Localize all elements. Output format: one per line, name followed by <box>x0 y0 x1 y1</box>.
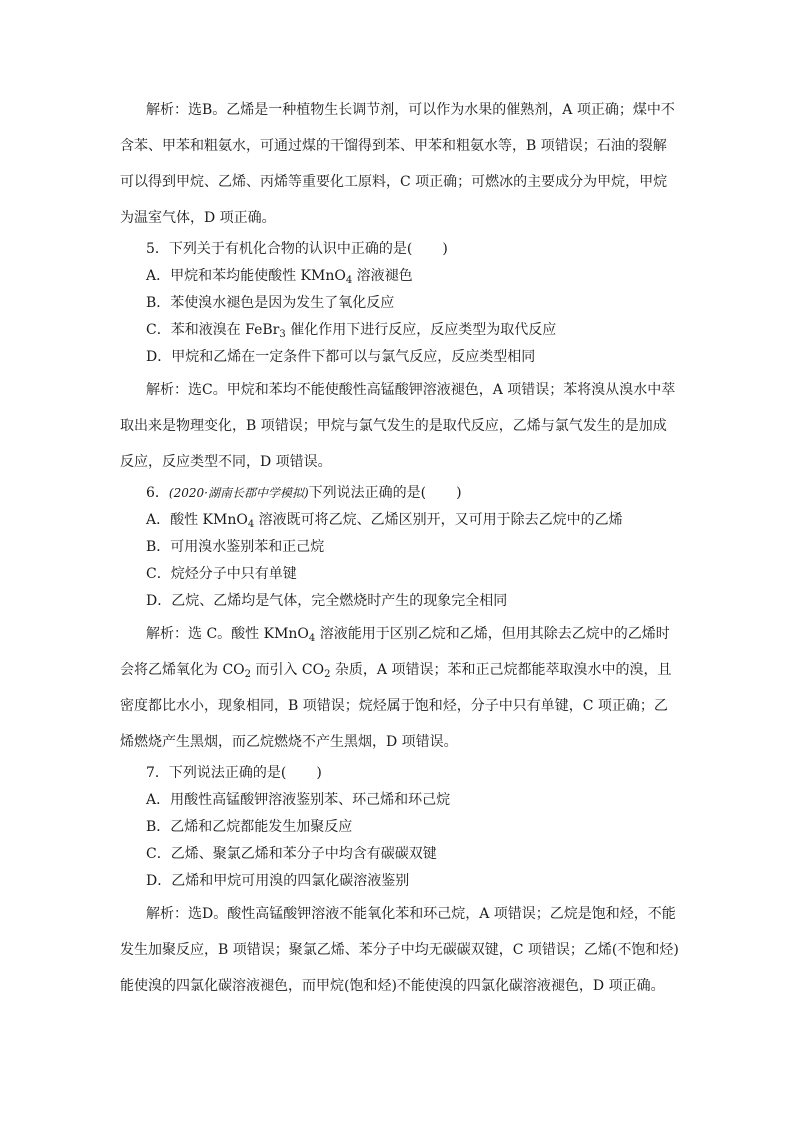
option-a: A．用酸性高锰酸钾溶液鉴别苯、环己烯和环己烷 <box>146 792 451 808</box>
question-number: 6． <box>146 485 169 501</box>
question-6 <box>120 480 680 615</box>
question-text: 下列说法正确的是( <box>308 485 427 501</box>
option-c: C．乙烯、聚氯乙烯和苯分子中均含有碳碳双键 <box>146 846 437 862</box>
question-stem: 7．下列说法正确的是( ) <box>146 765 322 781</box>
explanation-text: 解析：选C。甲烷和苯均不能使酸性高锰酸钾溶液褪色，A 项错误；苯将溴从溴水中萃取出来是物理变化，B 项错误；甲烷与氯气发生的是取代反应，乙烯与氯气发生的是加成反应，反应类型不同，D 项错误。 <box>120 382 676 470</box>
question-number: 5． <box>146 241 169 257</box>
explanation-text: 解析：选D。酸性高锰酸钾溶液不能氧化苯和环己烷，A 项错误；乙烷是饱和烃，不能发生加聚反应，B 项错误；聚氯乙烯、苯分子中均无碳碳双键，C 项错误；乙烯(不饱和烃)能使溴的四氯化碳溶液褪色，而甲烷(饱和烃)不能使溴的四氯化碳溶液褪色，D 项正确。 <box>120 906 679 994</box>
question-number: 7． <box>146 765 169 781</box>
question-stem: 6．(2020·湖南长郡中学模拟)下列说法正确的是( ) <box>146 485 462 501</box>
option-b: B．乙烯和乙烷都能发生加聚反应 <box>146 819 353 835</box>
question-source: (2020·湖南长郡中学模拟) <box>168 486 309 500</box>
question-text: 下列关于有机化合物的认识中正确的是( <box>168 241 413 257</box>
option-d: D．甲烷和乙烯在一定条件下都可以与氯气反应，反应类型相同 <box>146 349 536 365</box>
question-stem: 5．下列关于有机化合物的认识中正确的是( ) <box>146 241 448 257</box>
explanation-text: 解析：选B。乙烯是一种植物生长调节剂，可以作为水果的催熟剂，A 项正确；煤中不含苯、甲苯和粗氨水，可通过煤的干馏得到苯、甲苯和粗氨水等，B 项错误；石油的裂解可以得到甲烷、乙烯、丙烯等重要化工原料，C 项正确；可燃冰的主要成分为甲烷，甲烷为温室气体，D 项正确。 <box>120 102 675 226</box>
option-a: A．酸性 KMnO$_4$ 溶液既可将乙烷、乙烯区别开，又可用于除去乙烷中的乙烯 <box>146 512 623 530</box>
option-d: D．乙烯和甲烷可用溴的四氯化碳溶液鉴别 <box>146 873 410 889</box>
option-b: B．苯使溴水褪色是因为发生了氧化反应 <box>146 295 395 311</box>
explanation-5 <box>120 372 680 480</box>
question-text: 下列说法正确的是( <box>168 765 287 781</box>
explanation-4 <box>120 92 680 236</box>
explanation-6: 解析：选 C。酸性 KMnO$_4$ 溶液能用于区别乙烷和乙烯，但用其除去乙烷中的乙烯时会将乙烯氧化为 $CO_2$ 而引入 $CO_2$ 杂质，A 项错误；苯和正己烷都能萃取溴水中的溴，且密度都比水小，现象相同，B 项错误；烷烃属于饱和烃，分子中只有单键，C 项正确；乙烯燃烧产生黑烟，而乙烷燃烧不产生黑烟，D 项错误。 <box>120 626 672 750</box>
option-a: A．甲烷和苯均能使酸性 KMnO$_4$ 溶液褪色 <box>146 268 413 286</box>
explanation-7 <box>120 896 680 1004</box>
question-5 <box>120 236 680 371</box>
option-c: C．苯和液溴在 FeBr$_3$ 催化作用下进行反应，反应类型为取代反应 <box>146 322 557 340</box>
option-d: D．乙烷、乙烯均是气体，完全燃烧时产生的现象完全相同 <box>146 593 508 609</box>
option-c: C．烷烃分子中只有单键 <box>146 566 297 582</box>
option-b: B．可用溴水鉴别苯和正己烷 <box>146 539 325 555</box>
question-7 <box>120 760 680 895</box>
